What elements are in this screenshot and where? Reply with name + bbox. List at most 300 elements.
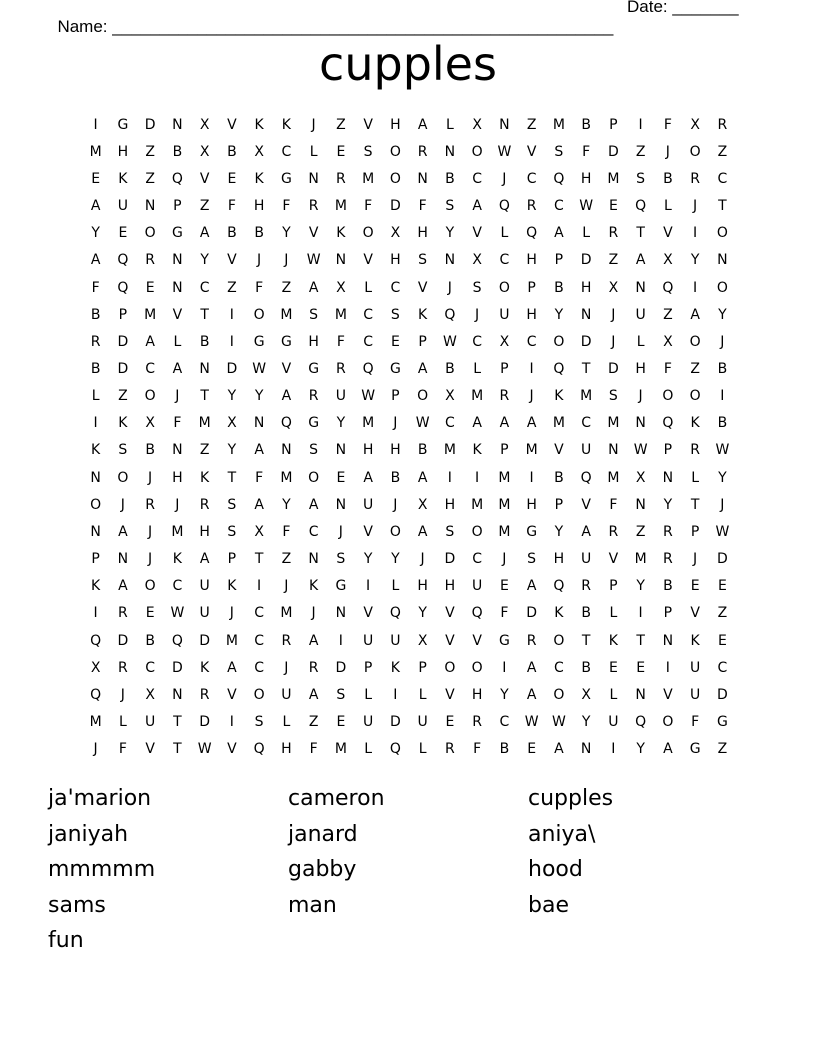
grid-letter[interactable]: P [663,605,673,622]
grid-letter[interactable]: S [418,252,428,269]
grid-letter[interactable]: S [336,686,346,703]
grid-letter[interactable]: N [417,170,428,187]
grid-letter[interactable]: W [415,415,430,432]
grid-letter[interactable]: P [609,578,618,595]
grid-letter[interactable]: N [335,252,347,269]
grid-letter[interactable]: G [171,225,183,242]
grid-letter[interactable]: W [497,143,512,160]
grid-letter[interactable]: O [253,686,265,703]
grid-letter[interactable]: I [93,605,98,622]
grid-letter[interactable]: I [229,714,234,731]
grid-letter[interactable]: U [199,578,210,595]
grid-letter[interactable]: P [500,360,509,377]
grid-letter[interactable]: H [117,143,129,160]
grid-letter[interactable]: N [662,632,674,649]
grid-letter[interactable]: X [145,415,155,432]
grid-letter[interactable]: C [254,605,265,622]
grid-letter[interactable]: Z [717,605,728,622]
grid-letter[interactable]: V [690,605,700,622]
grid-letter[interactable]: R [526,632,537,649]
grid-letter[interactable]: L [364,279,373,296]
grid-letter[interactable]: L [309,143,318,160]
grid-letter[interactable]: W [579,198,594,215]
grid-letter[interactable]: S [390,306,400,323]
grid-letter[interactable]: C [581,415,592,432]
grid-letter[interactable]: R [118,659,128,676]
grid-letter[interactable]: Q [389,741,401,758]
grid-letter[interactable]: R [608,225,619,242]
grid-letter[interactable]: N [580,741,592,758]
grid-letter[interactable]: U [117,198,128,215]
grid-letter[interactable]: N [444,143,456,160]
grid-letter[interactable]: N [499,116,510,133]
grid-letter[interactable]: K [390,659,400,676]
grid-letter[interactable]: Q [635,198,647,215]
grid-letter[interactable]: I [611,741,616,758]
grid-letter[interactable]: L [609,605,618,622]
grid-letter[interactable]: M [607,469,620,486]
grid-letter[interactable]: V [227,741,237,758]
grid-letter[interactable]: A [526,659,537,676]
grid-letter[interactable]: K [281,116,291,133]
grid-letter[interactable]: S [527,551,537,568]
grid-letter[interactable]: V [363,605,373,622]
grid-letter[interactable]: J [502,551,507,568]
grid-letter[interactable]: R [281,632,292,649]
grid-letter[interactable]: V [554,442,564,459]
grid-letter[interactable]: U [690,686,701,703]
grid-letter[interactable]: R [308,198,319,215]
grid-letter[interactable]: B [499,741,510,758]
grid-letter[interactable]: W [252,360,267,377]
grid-letter[interactable]: K [309,578,319,595]
grid-letter[interactable]: S [227,496,237,513]
grid-letter[interactable]: R [526,198,537,215]
grid-letter[interactable]: Y [690,252,700,269]
grid-letter[interactable]: P [690,523,700,540]
grid-letter[interactable]: P [500,442,509,459]
grid-letter[interactable]: N [608,442,619,459]
grid-letter[interactable]: N [308,551,319,568]
grid-letter[interactable]: N [662,469,674,486]
grid-letter[interactable]: P [91,551,100,568]
grid-letter[interactable]: V [308,225,319,242]
grid-letter[interactable]: L [582,225,591,242]
grid-letter[interactable]: E [445,714,455,731]
grid-letter[interactable]: B [90,360,101,377]
grid-letter[interactable]: B [90,306,101,323]
grid-letter[interactable]: S [445,523,455,540]
grid-letter[interactable]: N [635,686,646,703]
grid-letter[interactable]: W [524,714,539,731]
grid-letter[interactable]: K [91,578,101,595]
grid-letter[interactable]: U [472,578,483,595]
grid-letter[interactable]: W [715,442,730,459]
grid-letter[interactable]: A [308,279,319,296]
grid-letter[interactable]: E [145,279,155,296]
grid-letter[interactable]: F [255,469,264,486]
grid-letter[interactable]: M [634,551,647,568]
grid-letter[interactable]: H [471,686,483,703]
grid-letter[interactable]: A [118,578,128,595]
grid-letter[interactable]: K [200,469,210,486]
grid-letter[interactable]: J [284,578,289,595]
grid-letter[interactable]: J [120,686,125,703]
grid-letter[interactable]: O [471,143,483,160]
grid-letter[interactable]: S [636,170,646,187]
grid-letter[interactable]: G [280,333,292,350]
grid-letter[interactable]: V [663,225,673,242]
grid-letter[interactable]: K [118,415,128,432]
grid-letter[interactable]: I [229,306,234,323]
grid-letter[interactable]: I [693,225,698,242]
grid-letter[interactable]: K [608,632,618,649]
grid-letter[interactable]: W [633,442,648,459]
grid-letter[interactable]: V [445,686,455,703]
grid-letter[interactable]: A [199,225,210,242]
grid-letter[interactable]: X [199,116,210,133]
grid-letter[interactable]: J [120,496,125,513]
grid-letter[interactable]: B [145,632,155,649]
grid-letter[interactable]: E [608,198,618,215]
grid-letter[interactable]: I [638,605,643,622]
grid-letter[interactable]: E [118,225,128,242]
grid-letter[interactable]: L [609,686,618,703]
grid-letter[interactable]: H [199,523,210,540]
grid-letter[interactable]: C [472,333,483,350]
grid-letter[interactable]: Q [90,686,102,703]
grid-letter[interactable]: U [581,551,592,568]
grid-letter[interactable]: H [580,170,592,187]
grid-letter[interactable]: C [717,170,728,187]
grid-letter[interactable]: G [335,578,347,595]
grid-letter[interactable]: D [117,333,129,350]
grid-letter[interactable]: Y [718,469,727,486]
grid-letter[interactable]: B [663,170,673,187]
grid-letter[interactable]: E [499,578,509,595]
grid-letter[interactable]: S [363,143,373,160]
grid-letter[interactable]: Q [526,225,538,242]
grid-letter[interactable]: C [526,333,537,350]
grid-letter[interactable]: I [229,333,234,350]
grid-letter[interactable]: Y [663,496,673,513]
grid-letter[interactable]: J [148,551,153,568]
grid-letter[interactable]: Q [553,578,565,595]
grid-letter[interactable]: L [282,714,291,731]
grid-letter[interactable]: A [472,415,482,432]
grid-letter[interactable]: K [227,578,237,595]
grid-letter[interactable]: O [471,659,483,676]
grid-letter[interactable]: B [717,415,728,432]
grid-letter[interactable]: Y [254,388,264,405]
grid-letter[interactable]: C [472,551,483,568]
grid-letter[interactable]: F [663,116,672,133]
grid-letter[interactable]: X [254,143,264,160]
grid-letter[interactable]: C [363,306,374,323]
grid-letter[interactable]: V [526,143,537,160]
grid-letter[interactable]: B [417,442,428,459]
grid-letter[interactable]: M [525,442,538,459]
grid-letter[interactable]: U [199,605,210,622]
grid-letter[interactable]: D [117,360,129,377]
grid-letter[interactable]: P [391,388,400,405]
grid-letter[interactable]: N [117,551,129,568]
grid-letter[interactable]: V [363,252,373,269]
grid-letter[interactable]: F [91,279,100,296]
grid-letter[interactable]: M [144,306,157,323]
grid-letter[interactable]: O [553,686,565,703]
grid-letter[interactable]: E [91,170,101,187]
grid-letter[interactable]: J [393,415,398,432]
grid-letter[interactable]: A [417,116,428,133]
grid-letter[interactable]: Y [282,496,291,513]
grid-letter[interactable]: B [581,116,591,133]
grid-letter[interactable]: B [554,469,564,486]
grid-letter[interactable]: V [663,686,673,703]
grid-letter[interactable]: N [90,523,101,540]
grid-letter[interactable]: O [253,306,265,323]
grid-letter[interactable]: V [581,496,591,513]
grid-letter[interactable]: J [693,551,698,568]
grid-letter[interactable]: R [663,551,673,568]
grid-letter[interactable]: L [445,116,454,133]
grid-letter[interactable]: J [420,551,425,568]
grid-letter[interactable]: U [363,496,374,513]
grid-letter[interactable]: V [145,741,155,758]
grid-letter[interactable]: L [473,360,482,377]
grid-letter[interactable]: F [227,198,236,215]
grid-letter[interactable]: C [254,632,265,649]
grid-letter[interactable]: H [253,198,265,215]
grid-letter[interactable]: A [417,469,428,486]
grid-letter[interactable]: V [199,170,210,187]
grid-letter[interactable]: Y [718,306,727,323]
grid-letter[interactable]: Z [145,143,155,160]
grid-letter[interactable]: E [227,170,237,187]
grid-letter[interactable]: D [389,198,401,215]
grid-letter[interactable]: M [362,415,375,432]
grid-letter[interactable]: L [391,578,400,595]
grid-letter[interactable]: A [499,415,510,432]
grid-letter[interactable]: V [281,360,292,377]
grid-letter[interactable]: R [308,388,319,405]
grid-letter[interactable]: B [554,279,564,296]
grid-letter[interactable]: D [607,360,619,377]
grid-letter[interactable]: J [665,143,670,160]
grid-letter[interactable]: A [172,360,183,377]
grid-letter[interactable]: T [636,632,645,649]
grid-letter[interactable]: L [364,686,373,703]
grid-letter[interactable]: U [363,714,374,731]
grid-letter[interactable]: W [551,714,566,731]
grid-letter[interactable]: H [390,252,401,269]
grid-letter[interactable]: B [199,333,210,350]
grid-letter[interactable]: R [145,252,155,269]
grid-letter[interactable]: H [444,578,456,595]
grid-letter[interactable]: A [690,306,700,323]
grid-letter[interactable]: T [718,198,727,215]
grid-letter[interactable]: X [417,632,428,649]
grid-letter[interactable]: N [635,279,646,296]
grid-letter[interactable]: C [172,578,183,595]
grid-letter[interactable]: M [171,523,184,540]
grid-letter[interactable]: M [552,116,565,133]
grid-letter[interactable]: Z [717,143,728,160]
grid-letter[interactable]: L [91,388,100,405]
grid-letter[interactable]: R [717,116,728,133]
grid-letter[interactable]: F [282,198,291,215]
grid-letter[interactable]: Z [690,360,700,377]
grid-letter[interactable]: E [717,632,727,649]
grid-letter[interactable]: U [690,659,701,676]
grid-letter[interactable]: O [553,333,565,350]
grid-letter[interactable]: K [254,116,264,133]
grid-letter[interactable]: D [526,605,538,622]
grid-letter[interactable]: C [281,143,292,160]
grid-letter[interactable]: H [526,306,537,323]
grid-letter[interactable]: B [581,605,591,622]
grid-letter[interactable]: H [526,496,537,513]
grid-letter[interactable]: A [145,333,155,350]
grid-letter[interactable]: N [335,496,347,513]
grid-letter[interactable]: Y [200,252,209,269]
grid-letter[interactable]: I [257,578,262,595]
grid-letter[interactable]: J [175,496,180,513]
grid-letter[interactable]: M [89,714,102,731]
grid-letter[interactable]: H [635,360,646,377]
grid-letter[interactable]: V [608,551,619,568]
grid-letter[interactable]: I [393,686,398,703]
grid-letter[interactable]: C [390,279,401,296]
grid-letter[interactable]: S [608,388,618,405]
grid-letter[interactable]: P [554,496,564,513]
grid-letter[interactable]: H [390,442,401,459]
grid-letter[interactable]: E [336,143,346,160]
grid-letter[interactable]: O [362,225,374,242]
grid-letter[interactable]: K [418,306,428,323]
grid-letter[interactable]: K [690,632,700,649]
grid-letter[interactable]: O [308,469,320,486]
grid-letter[interactable]: U [145,714,156,731]
grid-letter[interactable]: M [607,170,620,187]
grid-letter[interactable]: Y [363,551,373,568]
grid-letter[interactable]: V [445,632,455,649]
grid-letter[interactable]: Z [199,442,210,459]
grid-letter[interactable]: O [553,632,565,649]
grid-letter[interactable]: J [611,306,616,323]
grid-letter[interactable]: N [253,415,265,432]
grid-letter[interactable]: I [529,469,534,486]
grid-letter[interactable]: Q [662,279,674,296]
grid-letter[interactable]: Q [662,415,674,432]
name-field-label[interactable]: Name: _____________________________________________________ [57,17,614,36]
grid-letter[interactable]: U [281,686,292,703]
grid-letter[interactable]: L [691,469,700,486]
grid-letter[interactable]: Q [117,252,129,269]
grid-letter[interactable]: M [89,143,102,160]
grid-letter[interactable]: N [335,442,347,459]
grid-letter[interactable]: X [663,333,673,350]
grid-letter[interactable]: M [280,605,293,622]
grid-letter[interactable]: S [309,306,319,323]
grid-letter[interactable]: R [145,496,155,513]
grid-letter[interactable]: O [144,225,156,242]
grid-letter[interactable]: H [580,279,592,296]
grid-letter[interactable]: J [257,252,262,269]
grid-letter[interactable]: G [716,714,728,731]
grid-letter[interactable]: G [389,360,401,377]
grid-letter[interactable]: Q [553,170,565,187]
grid-letter[interactable]: Q [280,415,292,432]
grid-letter[interactable]: P [118,306,128,323]
grid-letter[interactable]: W [306,252,321,269]
grid-letter[interactable]: V [227,686,237,703]
grid-letter[interactable]: A [526,578,537,595]
grid-letter[interactable]: X [336,279,346,296]
grid-letter[interactable]: I [475,469,480,486]
grid-letter[interactable]: Y [227,388,237,405]
grid-letter[interactable]: L [636,333,645,350]
grid-letter[interactable]: F [582,143,591,160]
grid-letter[interactable]: A [118,523,128,540]
grid-letter[interactable]: A [308,686,319,703]
grid-letter[interactable]: O [716,279,728,296]
grid-letter[interactable]: B [717,360,728,377]
grid-letter[interactable]: W [715,523,730,540]
grid-letter[interactable]: H [553,551,565,568]
grid-letter[interactable]: B [663,578,673,595]
grid-letter[interactable]: X [227,415,237,432]
grid-letter[interactable]: Q [553,360,565,377]
grid-letter[interactable]: A [254,496,264,513]
grid-letter[interactable]: L [663,198,672,215]
grid-letter[interactable]: R [199,686,210,703]
grid-letter[interactable]: B [445,360,455,377]
grid-letter[interactable]: G [689,741,701,758]
grid-letter[interactable]: Z [717,741,728,758]
grid-letter[interactable]: F [255,279,264,296]
grid-letter[interactable]: X [145,686,155,703]
grid-letter[interactable]: T [254,551,264,568]
grid-letter[interactable]: X [254,523,264,540]
grid-letter[interactable]: A [308,496,319,513]
grid-letter[interactable]: Z [635,523,646,540]
grid-letter[interactable]: I [366,578,371,595]
grid-letter[interactable]: A [227,659,237,676]
grid-letter[interactable]: Z [227,279,237,296]
grid-letter[interactable]: X [417,496,428,513]
grid-letter[interactable]: P [363,659,373,676]
grid-letter[interactable]: B [254,225,264,242]
grid-letter[interactable]: P [527,279,536,296]
grid-letter[interactable]: T [227,469,237,486]
grid-letter[interactable]: W [361,388,376,405]
grid-letter[interactable]: Y [554,523,564,540]
grid-letter[interactable]: V [227,252,237,269]
grid-letter[interactable]: S [554,143,564,160]
grid-letter[interactable]: P [554,252,564,269]
grid-letter[interactable]: V [472,632,482,649]
grid-letter[interactable]: N [580,306,592,323]
grid-letter[interactable]: V [472,225,482,242]
grid-letter[interactable]: B [227,143,237,160]
grid-letter[interactable]: F [609,496,618,513]
grid-letter[interactable]: I [529,360,534,377]
grid-letter[interactable]: R [499,388,510,405]
grid-letter[interactable]: T [581,632,591,649]
grid-letter[interactable]: Y [500,686,509,703]
grid-letter[interactable]: Y [636,741,645,758]
